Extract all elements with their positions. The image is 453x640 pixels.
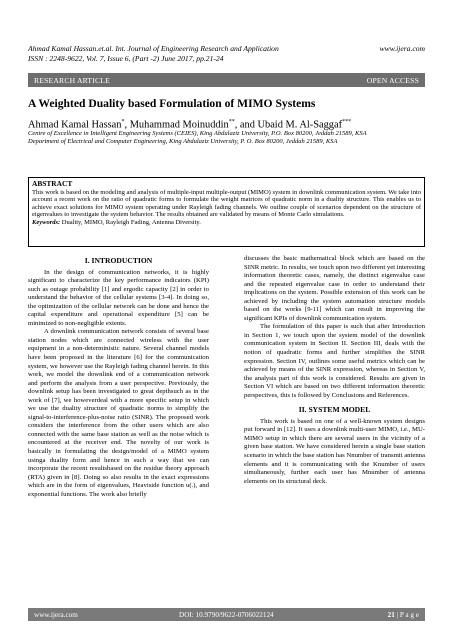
article-banner xyxy=(28,73,425,87)
affiliations xyxy=(28,130,425,147)
author-mark: *** xyxy=(342,119,352,125)
keywords-list: Duality, MIMO, Rayleigh Fading, Antenna Diversity. xyxy=(60,218,201,226)
journal-header xyxy=(28,44,425,64)
issn-line: ISSN : 2248-9622, Vol. 7, Issue 6, (Part -2) June 2017, pp.21-24 xyxy=(28,54,224,63)
journal-citation: Ahmad Kamal Hassan.et.al. Int. Journal of Engineering Research and Application xyxy=(28,44,279,53)
body-paragraph: discusses the basic mathematical block which are based on the SINR metric. In results, we touch upon two different yet interesting information theoretic cases, namely, the distinct eigenvalue case and the repeated eigenvalue case in order to understand their implications on the system. Possible extension of this work can be achieved by including the system automation structure models based on the works [9-11] which can result in improving the significant KPIs of downlink communication system. xyxy=(244,255,425,322)
affiliation: Centre of Excellence in Intelligent Engineering Systems (CEIES), King Abdulaziz University, P.O. Box 80200, Jeddah 21589, KSA xyxy=(28,130,367,137)
article-type: RESEARCH ARTICLE xyxy=(34,75,110,85)
abstract-heading: ABSTRACT xyxy=(32,179,73,188)
page-number xyxy=(388,611,419,619)
right-column xyxy=(244,255,425,486)
page-label: | P a g e xyxy=(394,610,419,619)
section-heading: II. SYSTEM MODEL xyxy=(298,405,371,415)
left-column xyxy=(28,255,209,499)
section-heading: I. INTRODUCTION xyxy=(84,256,153,265)
author-name: , Muhammad Moinuddin xyxy=(124,119,229,131)
body-paragraph: A downlink communication network consists of several base station nodes which are connected wireless with the user equipment in a non-deterministic nature. Several channel models have been proposed in the literature [6] for the communication system, we however use the Rayleigh fading channel herein. In this work, we model the downlink end of a communication network and perform the analysis from a user perspective. Previously, the downlink setup has been investigated to great depthsuch as in the work of [7], we howeverdeal with a more specific setup in which we use the duality structure of quadratic norms to simplify the signal-to-interference-plus-noise ratio (SINR). The proposed work considers the interference from the other users which are also connected with the same base station as well as the noise which is encountered at the receiver end. The novelty of our work is basically in formulating the design/model of a MIMO system usinga duality form and hence in such a way that we can incorporate the recent resultsbased on the residue theory approach (RTA) given in [8]. Doing so also results in the exact expressions which are in the form of eigenvalues, Heaviside function u(.), and exponential functions. The work also briefly xyxy=(28,328,209,498)
abstract-text xyxy=(32,189,421,219)
footer-website[interactable]: www.ijera.com xyxy=(34,610,78,619)
page-num-value: 21 xyxy=(387,610,395,619)
page-footer xyxy=(28,608,425,621)
journal-website[interactable]: www.ijera.com xyxy=(379,44,425,53)
author-name: , and Ubaid M. Al-Saggaf xyxy=(234,119,343,131)
author-name: Ahmad Kamal Hassan xyxy=(28,119,122,131)
body-paragraph: The formulation of this paper is such that after Introduction in Section 1, we touch upon the system model of the downlink communication system in Section II. Section III, deals with the notion of quadratic forms and further simplifies the SINR expression. Section IV, outlines some useful metrics which can be achieved by means of the SINR expression, whereas in Section V, the analysis part of this work is considered. Results are given in Section VI which are based on two different information theoretic perspectives, this is followed by Conclusions and References. xyxy=(244,323,425,399)
author-mark: ** xyxy=(228,119,235,125)
body-paragraph: This work is based on one of a well-known system designs put forward in [12]. It uses a downlink multi-user MIMO, i.e., MU-MIMO setup in which there are several users in the vicinity of a given base station. We have considered herein a single base station scenario in which the base station has Nnumber of transmit antenna elements and it is communicating with the Knumber of users simultaneously, further each user has Mnumber of antenna elements on its structural deck. xyxy=(244,417,425,485)
abstract-box xyxy=(28,177,425,247)
abstract-body: This work is based on the modeling and analysis of multiple-input multiple-output (MIMO) system in downlink communication system. We take into account a recent work on the ratio of quadratic forms to formulate the weight matrices of quadratic norm in a duality structure. This enables us to achieve exact solutions for MIMO system operating under Rayleigh fading channels. We outline couple of scenarios dependent on the structure of eigenvalues to investigate the system behavior. The results obtained are validated by means of Monte Carlo simulations. xyxy=(32,188,421,219)
author-mark: * xyxy=(121,119,125,125)
footer-doi: DOI: 10.9790/9622-0706022124 xyxy=(179,610,274,619)
access-label: OPEN ACCESS xyxy=(366,75,419,85)
affiliation: Department of Electrical and Computer Engineering, King Abdulaziz University, P. O. Box 80200, Jeddah 21589, KSA xyxy=(28,138,338,146)
keywords-line xyxy=(32,219,421,227)
keywords-label: Keywords: xyxy=(32,218,61,226)
paper-title: A Weighted Duality based Formulation of MIMO Systems xyxy=(28,97,316,110)
body-paragraph: In the design of communication networks, it is highly significant to characterize the key performance indicators (KPI) such as outage probability [1] and ergodic capacity [2] in order to understand the behavior of the cellular systems [3-4]. In doing so, the optimization of the cellular network can be done and hence the capital expenditure and operational expenditure [5] can be minimized to non-negligible extents. xyxy=(28,268,209,327)
